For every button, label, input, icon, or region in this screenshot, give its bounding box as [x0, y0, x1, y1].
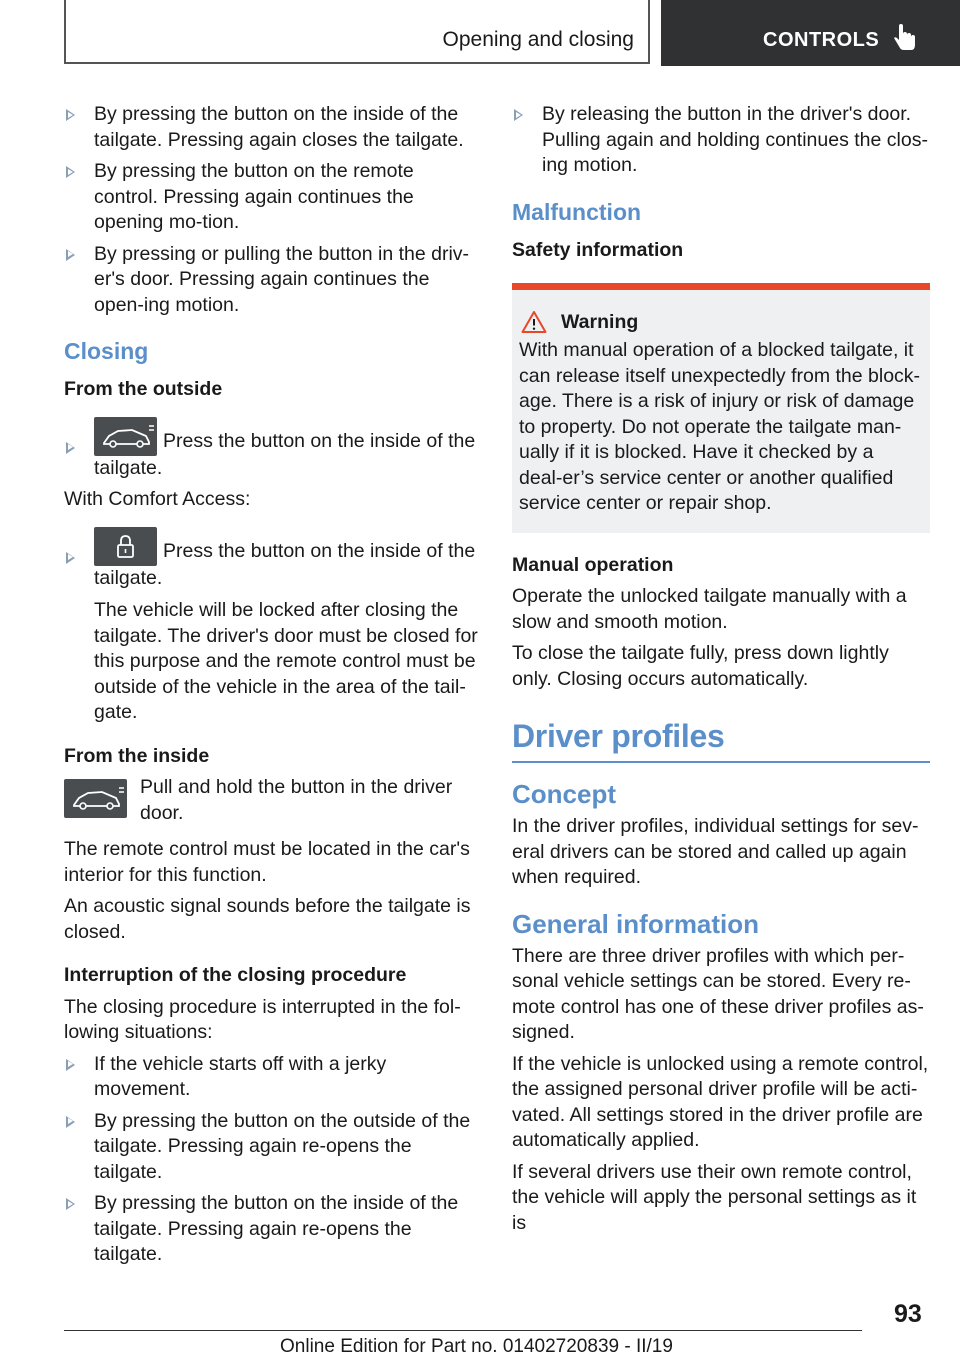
lock-button-icon — [94, 527, 157, 566]
driver-profiles-title: Driver profiles — [512, 718, 930, 763]
interruption-heading: Interruption of the closing procedure — [64, 964, 407, 986]
hand-pointer-icon — [893, 24, 917, 52]
list-item: Press the button on the inside of the tailgate. The vehicle will be locked after closing the tailgate. The driver's door must be closed for this purpose and the remote control must be outside of the vehicle in the area of the tail-gate. — [64, 527, 482, 726]
tailgate-button-icon — [94, 417, 157, 456]
edition-text: Online Edition for Part no. 01402720839 - II/19 — [280, 1336, 673, 1357]
tailgate-button-icon — [64, 779, 127, 818]
warning-body: With manual operation of a blocked tailgate, it can release itself unexpectedly from the block-age. There is a risk of injury or risk of damage to property. Do not operate the tailgate man-ually if it is blocked. Have it checked by a deal-er’s service center or another qualified service center or repair shop. — [519, 339, 921, 514]
comfort-access-label: With Comfort Access: — [64, 488, 251, 510]
bullet-triangle-icon — [514, 109, 523, 121]
manual-operation-heading: Manual operation — [512, 553, 674, 576]
safety-heading: Safety information — [512, 238, 684, 261]
list-item: By pressing or pulling the button in the driv-er's door. Pressing again continues the open-ing motion. — [64, 242, 482, 319]
page-number: 93 — [894, 1300, 922, 1328]
bullet-triangle-icon — [66, 1198, 75, 1210]
general-paragraph: There are three driver profiles with which per-sonal vehicle settings can be stored. Every re-mote control has one of these driver profiles as-signed. — [512, 944, 924, 1043]
bullet-triangle-icon — [66, 166, 75, 178]
general-information-heading: General information — [512, 908, 760, 939]
remote-note: The remote control must be located in the car's interior for this function. — [64, 838, 470, 886]
general-paragraph: If the vehicle is unlocked using a remote control, the assigned personal driver profile will be acti-vated. All settings stored in the driver profile are automatically applied. — [512, 1052, 929, 1151]
warning-title: Warning — [519, 310, 922, 334]
concept-paragraph: In the driver profiles, individual settings for sev-eral drivers can be stored and called up again when required. — [512, 815, 919, 888]
from-outside-heading: From the outside — [64, 378, 223, 400]
bullet-triangle-icon — [66, 109, 75, 121]
general-paragraph: If several drivers use their own remote control, the vehicle will apply the personal settings as it is — [512, 1160, 917, 1234]
from-inside-heading: From the inside — [64, 744, 210, 767]
warning-triangle-icon — [521, 310, 547, 334]
interruption-intro: The closing procedure is interrupted in the fol-lowing situations: — [64, 995, 461, 1043]
acoustic-note: An acoustic signal sounds before the tailgate is closed. — [64, 895, 471, 943]
inside-text: Pull and hold the button in the driver door. — [140, 776, 453, 824]
header-section-box — [64, 0, 650, 64]
section-title: Opening and closing — [442, 28, 634, 51]
bullet-triangle-icon — [66, 442, 75, 454]
warning-box — [512, 283, 930, 533]
inside-button-row — [64, 775, 482, 827]
header-chapter-box — [661, 0, 960, 66]
bullet-triangle-icon — [66, 249, 75, 261]
closing-heading: Closing — [64, 338, 149, 364]
list-item: By releasing the button in the driver's door. Pulling again and holding continues the clos-ing motion. — [512, 102, 930, 179]
bullet-triangle-icon — [66, 552, 75, 564]
bullet-triangle-icon — [66, 1116, 75, 1128]
left-column — [64, 102, 482, 1274]
manual-paragraph: Operate the unlocked tailgate manually with a slow and smooth motion. — [512, 585, 907, 633]
page-header — [0, 0, 960, 66]
list-item: If the vehicle starts off with a jerky movement. — [64, 1052, 482, 1103]
malfunction-heading: Malfunction — [512, 198, 642, 225]
list-item: Press the button on the inside of the tailgate. — [64, 417, 482, 482]
list-item: By pressing the button on the inside of the tailgate. Pressing again closes the tailgate. — [64, 102, 482, 153]
list-item: By pressing the button on the outside of the tailgate. Pressing again re-opens the tailgate. — [64, 1109, 482, 1186]
list-item: By pressing the button on the inside of the tailgate. Pressing again re-opens the tailgate. — [64, 1191, 482, 1268]
comfort-note: The vehicle will be locked after closing the tailgate. The driver's door must be closed for this purpose and the remote control must be outside of the vehicle in the area of the tail-gate. — [94, 599, 478, 723]
footer-divider — [64, 1330, 862, 1331]
chapter-title: CONTROLS — [763, 29, 880, 51]
bullet-triangle-icon — [66, 1059, 75, 1071]
manual-paragraph: To close the tailgate fully, press down lightly only. Closing occurs automatically. — [512, 642, 889, 690]
list-item: By pressing the button on the remote control. Pressing again continues the opening mo-tion. — [64, 159, 482, 236]
right-column — [512, 102, 930, 1242]
concept-heading: Concept — [512, 779, 616, 809]
